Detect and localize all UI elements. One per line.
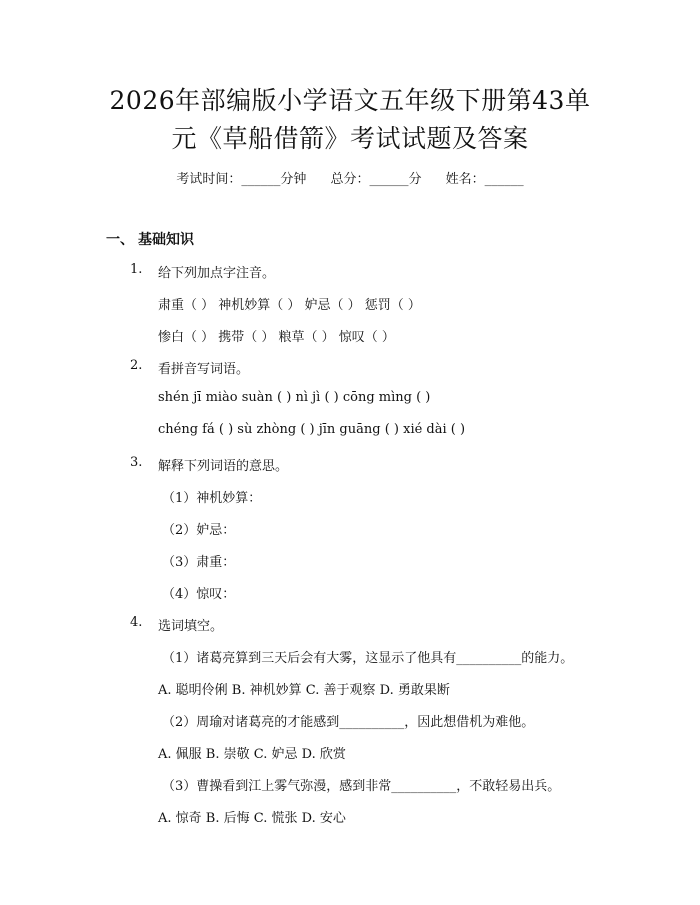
question-3-text: 解释下列词语的意思。 <box>158 459 289 474</box>
question-4-sub-1: （1）诸葛亮算到三天后会有大雾，这显示了他具有__________的能力。 <box>162 651 574 666</box>
question-3-item-3: （3）肃重： <box>162 555 236 570</box>
question-4-sub-3: （3）曹操看到江上雾气弥漫，感到非常__________，不敢轻易出兵。 <box>162 779 561 794</box>
student-name: 姓名：______ <box>445 172 524 187</box>
document-title-line1: 2026年部编版小学语文五年级下册第43单 <box>109 86 591 115</box>
question-3-item-2: （2）妒忌： <box>162 523 236 538</box>
document-title-line2: 元《草船借箭》考试试题及答案 <box>171 124 529 153</box>
question-2-row-2: chéng fá ( ) sù zhòng ( ) jīn guāng ( ) xié dài ( ) <box>158 422 466 437</box>
section-number: 一、 <box>106 232 134 248</box>
question-3-item-1: （1）神机妙算： <box>162 491 262 506</box>
question-1-text: 给下列加点字注音。 <box>158 266 276 281</box>
question-3-number: 3. <box>130 455 143 470</box>
question-1-row-2: 惨白（ ） 携带（ ） 粮草（ ） 惊叹（ ） <box>158 330 395 345</box>
question-1-row-1: 肃重（ ） 神机妙算（ ） 妒忌（ ） 惩罚（ ） <box>158 298 421 313</box>
question-2-row-1: shén jī miào suàn ( ) nì jì ( ) cōng mìng ( ) <box>158 390 431 405</box>
question-4-options-1: A. 聪明伶俐 B. 神机妙算 C. 善于观察 D. 勇敢果断 <box>158 683 450 698</box>
question-4-number: 4. <box>130 615 143 630</box>
question-2-number: 2. <box>130 358 143 373</box>
question-4-options-2: A. 佩服 B. 崇敬 C. 妒忌 D. 欣赏 <box>158 747 346 762</box>
question-4-text: 选词填空。 <box>158 619 224 634</box>
question-1-number: 1. <box>130 262 143 277</box>
question-2-text: 看拼音写词语。 <box>158 362 250 377</box>
exam-meta <box>0 168 700 187</box>
section-title: 基础知识 <box>138 232 194 248</box>
question-4-sub-2: （2）周瑜对诸葛亮的才能感到__________，因此想借机为难他。 <box>162 715 535 730</box>
question-3-item-4: （4）惊叹： <box>162 587 236 602</box>
total-score: 总分：______分 <box>330 172 422 187</box>
exam-time: 考试时间：______分钟 <box>176 172 307 187</box>
section-heading <box>106 229 194 249</box>
question-4-options-3: A. 惊奇 B. 后悔 C. 慌张 D. 安心 <box>158 811 346 826</box>
